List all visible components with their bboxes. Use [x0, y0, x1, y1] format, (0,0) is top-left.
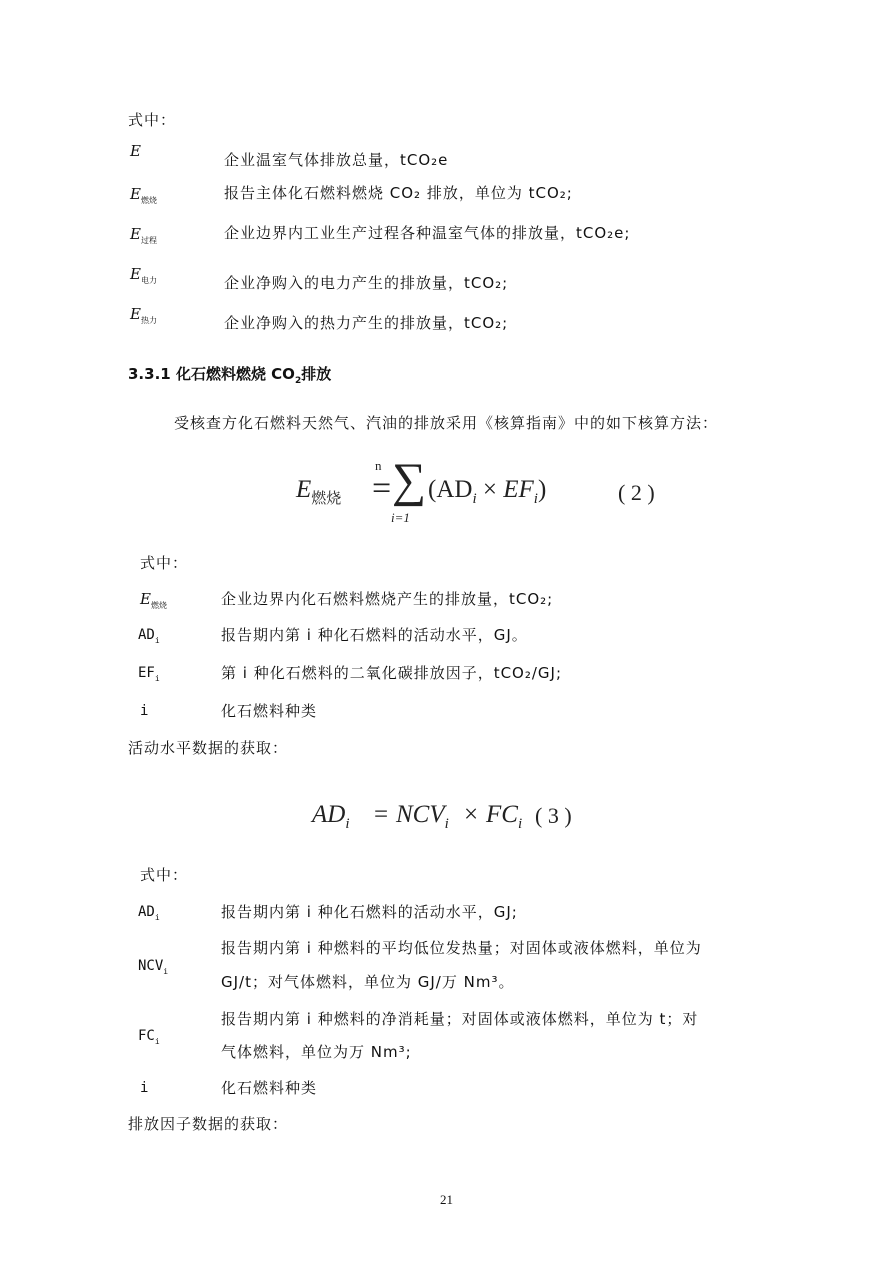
- symbol-ad-2: $AD_i$: [138, 904, 160, 922]
- symbol-ad: $AD_i$: [138, 627, 160, 645]
- desc-ad-2: 报告期内第 i 种化石燃料的活动水平，GJ;: [221, 903, 518, 921]
- desc-i-2: 化石燃料种类: [221, 1079, 318, 1097]
- symbol-e-total: E: [130, 142, 141, 160]
- symbol-e-electricity: $E_{电力}$: [130, 265, 157, 285]
- desc-e-combustion: 报告主体化石燃料燃烧 CO₂ 排放，单位为 tCO₂;: [224, 184, 573, 202]
- paragraph-emission-factor: 排放因子数据的获取：: [128, 1115, 289, 1133]
- symbol-ncv: $NCV_i$: [138, 958, 169, 976]
- intro-label: 式中：: [128, 111, 177, 129]
- symbol-e-process: $E_{过程}$: [130, 225, 157, 245]
- symbol-e-combustion-2: $E_{燃烧}$: [140, 590, 167, 610]
- symbol-ef: $EF_i$: [138, 665, 160, 683]
- symbol-e-heat: $E_{热力}$: [130, 305, 157, 325]
- page-number: 21: [440, 1192, 453, 1207]
- equation-2: $E_{燃烧}$ = n ∑ i=1 $(AD_i \times EF_i)$ ( 2 ): [296, 454, 655, 525]
- desc-ad: 报告期内第 i 种化石燃料的活动水平，GJ。: [221, 626, 528, 644]
- desc-e-electricity: 企业净购入的电力产生的排放量，tCO₂;: [224, 274, 509, 292]
- symbol-i-2: i: [140, 1080, 149, 1096]
- symbol-fc: $FC_i$: [138, 1028, 160, 1046]
- desc-fc-line2: 气体燃料，单位为万 Nm³;: [221, 1043, 412, 1061]
- desc-ef: 第 i 种化石燃料的二氧化碳排放因子，tCO₂/GJ;: [221, 664, 563, 682]
- equation-3: $AD_i$ = $NCV_i$ × $FC_i$ ( 3 ): [312, 801, 572, 832]
- desc-ncv-line2: GJ/t；对气体燃料，单位为 GJ/万 Nm³。: [221, 973, 515, 991]
- desc-i: 化石燃料种类: [221, 702, 318, 720]
- desc-e-combustion-2: 企业边界内化石燃料燃烧产生的排放量，tCO₂;: [221, 590, 554, 608]
- symbol-e-combustion: $E_{燃烧}$: [130, 185, 157, 205]
- intro-label-2: 式中：: [140, 554, 189, 572]
- intro-label-3: 式中：: [140, 866, 189, 884]
- section-heading: 3.3.1 化石燃料燃烧 $CO_2$排放: [128, 365, 332, 386]
- symbol-i: i: [140, 703, 149, 719]
- desc-e-heat: 企业净购入的热力产生的排放量，tCO₂;: [224, 314, 509, 332]
- desc-ncv-line1: 报告期内第 i 种燃料的平均低位发热量；对固体或液体燃料，单位为: [221, 939, 702, 957]
- desc-e-total: 企业温室气体排放总量，tCO₂e: [224, 151, 449, 169]
- paragraph-activity-data: 活动水平数据的获取：: [128, 739, 289, 757]
- desc-e-process: 企业边界内工业生产过程各种温室气体的排放量，tCO₂e;: [224, 224, 631, 242]
- desc-fc-line1: 报告期内第 i 种燃料的净消耗量；对固体或液体燃料，单位为 t；对: [221, 1010, 699, 1028]
- paragraph-method: 受核查方化石燃料天然气、汽油的排放采用《核算指南》中的如下核算方法：: [174, 414, 719, 432]
